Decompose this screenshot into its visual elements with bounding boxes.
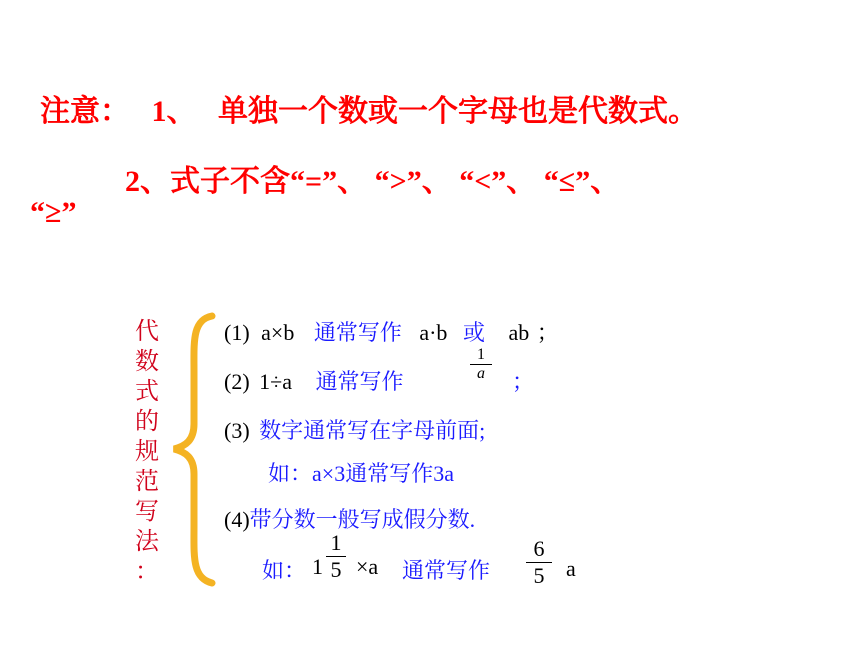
rule-1-number: (1) [224,320,250,345]
sidebar-char: ： [135,559,159,585]
note-1-number: 1、 [151,95,197,128]
example-prefix: 如： [268,461,313,486]
fraction-denominator: 5 [330,557,342,582]
fraction-denominator: a [477,365,485,382]
fraction-numerator: 1 [477,346,485,363]
rule-4-result-variable: a [566,556,576,581]
sidebar-char: 数 [135,349,159,375]
fraction-denominator: 5 [533,563,545,588]
example-label: 通常写作 [345,461,434,486]
rule-2-end: ； [512,369,535,394]
note-2-text: 2、式子不含“=”、 “>”、 “<”、 “≤”、 [125,165,621,198]
rule-2-label: 通常写作 [315,369,404,394]
rule-3-example [268,457,454,488]
example-expression: a×3 [312,461,346,486]
sidebar-char: 法 [135,529,159,555]
mixed-number-fraction [326,530,346,583]
sidebar-char: 式 [135,379,159,405]
mixed-number-whole: 1 [312,554,323,579]
fraction-numerator: 1 [330,530,342,555]
rule-3 [224,414,485,445]
curly-brace-icon [168,312,218,587]
rule-1-form-dot: a·b [419,320,448,345]
rule-1-form-juxtaposed: ab [508,320,530,345]
improper-fraction [526,536,552,589]
sidebar-char: 写 [135,499,159,525]
rule-4-number: (4) [224,507,250,532]
rule-1-or: 或 [462,320,485,345]
note-1 [40,86,698,130]
note-heading: 注意： [40,95,130,128]
rule-4 [224,503,475,534]
note-1-text: 单独一个数或一个字母也是代数式。 [218,95,698,128]
rule-1-expression: a×b [261,320,295,345]
sidebar-char: 规 [135,439,159,465]
rule-2-number: (2) [224,369,250,394]
note-2-continuation: “≥” [30,196,77,229]
rule-1 [224,316,559,347]
rule-3-number: (3) [224,418,250,443]
rule-2-fraction [470,346,492,383]
fraction-numerator: 6 [533,536,545,561]
sidebar-char: 范 [135,469,159,495]
sidebar-label [132,317,162,587]
sidebar-char: 代 [135,319,159,345]
rule-1-end: ； [536,320,559,345]
sidebar-char: 的 [135,409,159,435]
rule-1-label: 通常写作 [313,320,402,345]
rule-4-example-label: 通常写作 [402,558,491,583]
rule-2-expression: 1÷a [259,369,292,394]
rule-4-example-prefix: 如： [262,558,307,583]
rule-3-text: 数字通常写在字母前面; [259,418,486,443]
example-result: 3a [433,461,454,486]
rule-2 [224,365,404,396]
rule-4-times: ×a [356,554,379,579]
rule-4-text: 带分数一般写成假分数. [249,507,476,532]
